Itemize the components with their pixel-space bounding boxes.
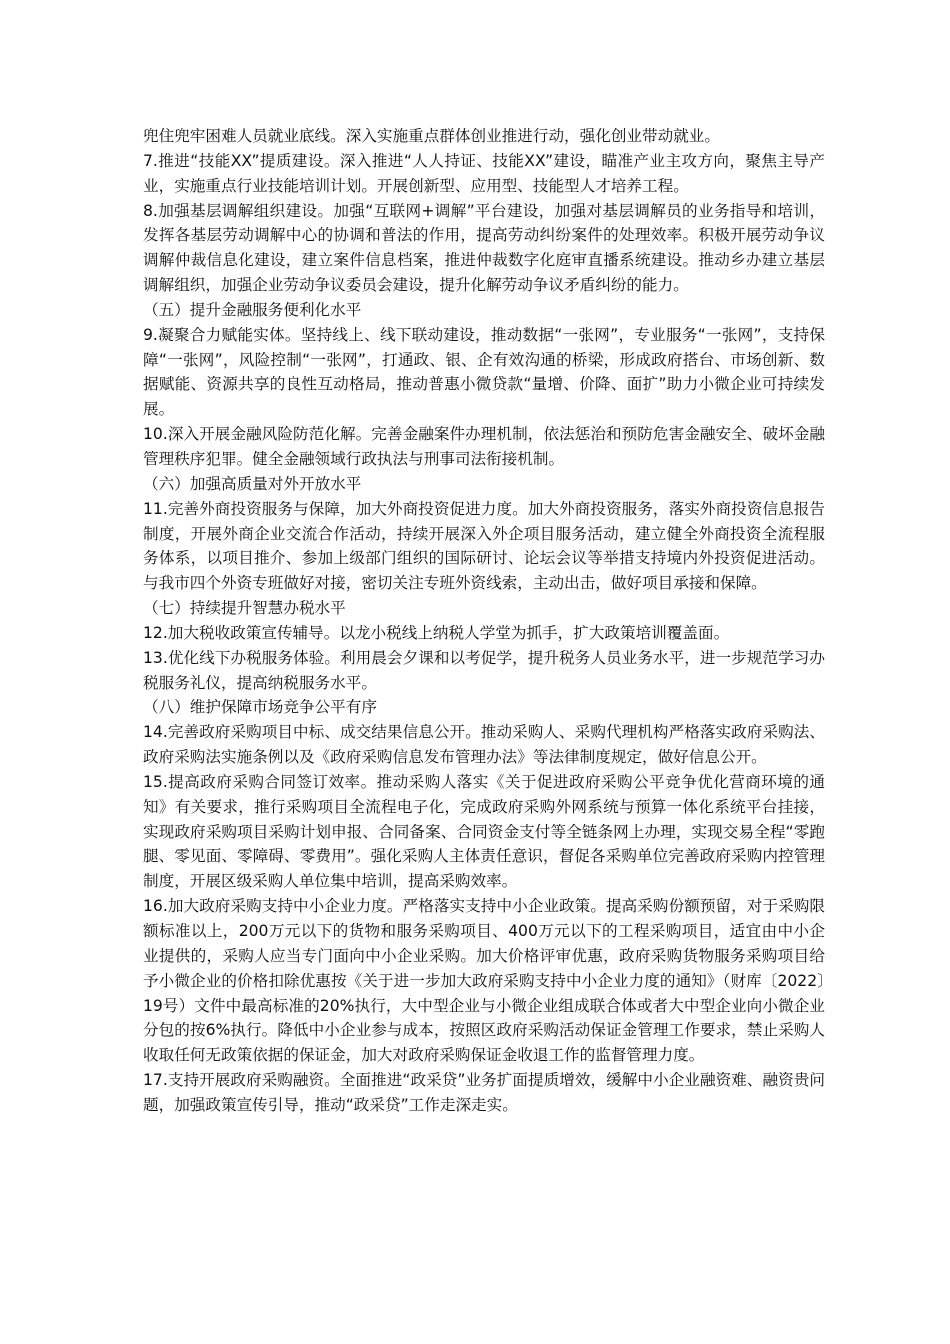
section-heading-5: （五）提升金融服务便利化水平	[143, 300, 362, 319]
paragraph-item-10: 10.深入开展金融风险防范化解。完善金融案件办理机制，依法惩治和预防危害金融安全、破坏金融管理秩序犯罪。健全金融领域行政执法与刑事司法衔接机制。	[143, 425, 825, 468]
paragraph-item-17: 17.支持开展政府采购融资。全面推进“政采贷”业务扩面提质增效，缓解中小企业融资难、融资贵问题，加强政策宣传引导，推动“政采贷”工作走深走实。	[143, 1071, 825, 1114]
paragraph-item-16: 16.加大政府采购支持中小企业力度。严格落实支持中小企业政策。提高采购份额预留，对于采购限额标准以上，200万元以下的货物和服务采购项目、400万元以下的工程采购项目，适宜由中小企业提供的，采购人应当专门面向中小企业采购。加大价格评审优惠，政府采购货物服务采购项目给予小微企业的价格扣除优惠按《关于进一步加大政府采购支持中小企业力度的通知》（财库〔2022〕19号）文件中最高标准的20%执行，大中型企业与小微企业组成联合体或者大中型企业向小微企业分包的按6%执行。降低中小企业参与成本，按照区政府采购活动保证金管理工作要求，禁止采购人收取任何无政策依据的保证金，加大对政府采购保证金收退工作的监督管理力度。	[143, 897, 825, 1065]
paragraph-item-15: 15.提高政府采购合同签订效率。推动采购人落实《关于促进政府采购公平竞争优化营商环境的通知》有关要求，推行采购项目全流程电子化，完成政府采购外网系统与预算一体化系统平台挂接，实现政府采购项目采购计划申报、合同备案、合同资金支付等全链条网上办理，实现交易全程“零跑腿、零见面、零障碍、零费用”。强化采购人主体责任意识，督促各采购单位完善政府采购内控管理制度，开展区级采购人单位集中培训，提高采购效率。	[143, 772, 825, 891]
paragraph-item-14: 14.完善政府采购项目中标、成交结果信息公开。推动采购人、采购代理机构严格落实政府采购法、政府采购法实施条例以及《政府采购信息发布管理办法》等法律制度规定，做好信息公开。	[143, 723, 825, 767]
paragraph-employment-floor: 兜住兜牢困难人员就业底线。深入实施重点群体创业推进行动，强化创业带动就业。	[143, 127, 720, 145]
paragraph-item-12: 12.加大税收政策宣传辅导。以龙小税线上纳税人学堂为抓手，扩大政策培训覆盖面。	[143, 623, 730, 642]
paragraph-item-9: 9.凝聚合力赋能实体。坚持线上、线下联动建设，推动数据“一张网”，专业服务“一张网”，支持保障“一张网”，风险控制“一张网”，打通政、银、企有效沟通的桥梁，形成政府搭台、市场创新、数据赋能、资源共享的良性互动格局，推动普惠小微贷款“量增、价降、面扩”助力小微企业可持续发展。	[143, 325, 825, 419]
section-heading-8: （八）维护保障市场竞争公平有序	[143, 698, 377, 717]
document-body	[143, 124, 825, 1118]
section-heading-7: （七）持续提升智慧办税水平	[143, 599, 346, 618]
section-heading-6: （六）加强高质量对外开放水平	[143, 474, 362, 493]
paragraph-item-11: 11.完善外商投资服务与保障，加大外商投资促进力度。加大外商投资服务，落实外商投资信息报告制度，开展外商企业交流合作活动，持续开展深入外企项目服务活动，建立健全外商投资全流程服务体系，以项目推介、参加上级部门组织的国际研讨、论坛会议等举措支持境内外投资促进活动。与我市四个外资专班做好对接，密切关注专班外资线索，主动出击，做好项目承接和保障。	[143, 499, 825, 593]
paragraph-item-13: 13.优化线下办税服务体验。利用晨会夕课和以考促学，提升税务人员业务水平，进一步规范学习办税服务礼仪，提高纳税服务水平。	[143, 648, 825, 692]
paragraph-item-7: 7.推进“技能XX”提质建设。深入推进“人人持证、技能XX”建设，瞄准产业主攻方向，聚焦主导产业，实施重点行业技能培训计划。开展创新型、应用型、技能型人才培养工程。	[143, 151, 825, 195]
paragraph-item-8: 8.加强基层调解组织建设。加强“互联网+调解”平台建设，加强对基层调解员的业务指导和培训，发挥各基层劳动调解中心的协调和普法的作用，提高劳动纠纷案件的处理效率。积极开展劳动争议调解仲裁信息化建设，建立案件信息档案，推进仲裁数字化庭审直播系统建设。推动乡办建立基层调解组织，加强企业劳动争议委员会建设，提升化解劳动争议矛盾纠纷的能力。	[143, 201, 825, 295]
